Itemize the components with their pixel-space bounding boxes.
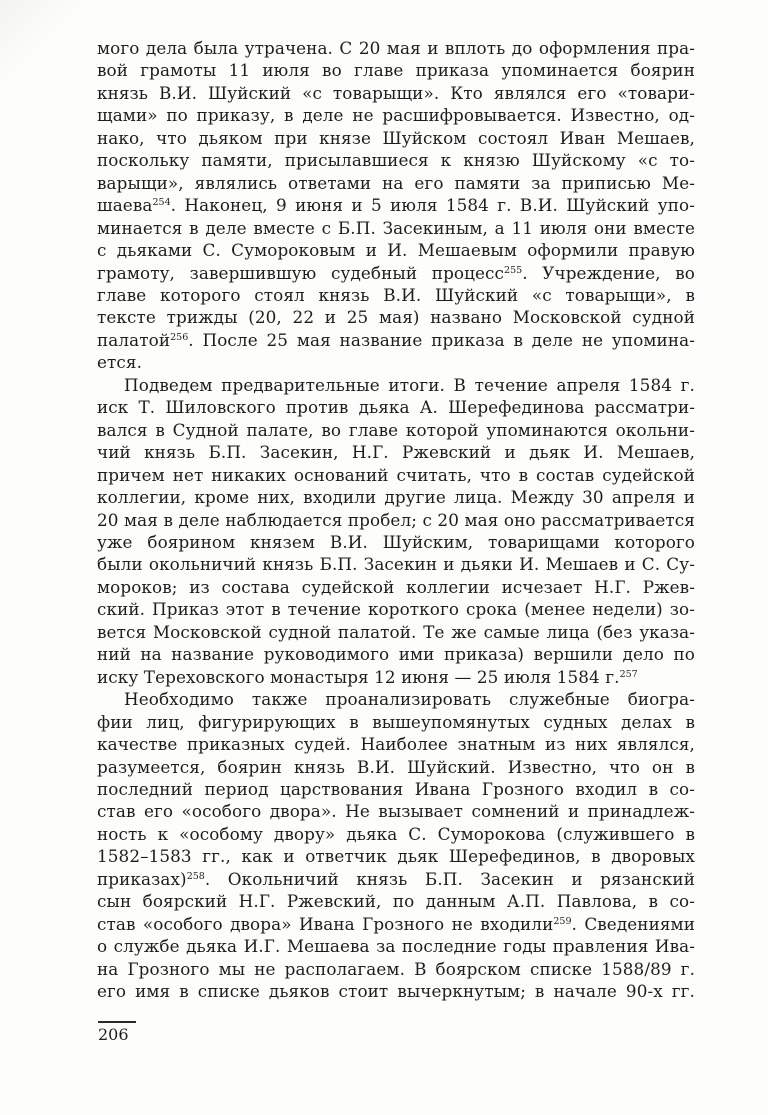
text-line: вется Московской судной палатой. Те же самые лица (без указа- [97, 621, 695, 642]
text-line: став его «особого двора». Не вызывает сомнений и принадлеж- [97, 801, 695, 822]
text-line: главе которого стоял князь В.И. Шуйский «с товарыщи», в [97, 284, 695, 305]
text-line: ется. [97, 352, 143, 373]
text-line: Подведем предварительные итоги. В течение апреля 1584 г. [124, 374, 695, 395]
text-line: разумеется, боярин князь В.И. Шуйский. Известно, что он в [97, 756, 695, 777]
text-line: вался в Судной палате, во главе которой упоминаются окольни- [97, 419, 695, 440]
text-line: приказах)$^{258}$. Окольничий князь Б.П. Засекин и рязанский [97, 868, 695, 889]
text-line: ский. Приказ этот в течение короткого срока (менее недели) зо- [97, 599, 695, 620]
text-line: тексте трижды (20, 22 и 25 мая) названо Московской судной [97, 307, 695, 328]
footnote-ref: 254 [152, 197, 171, 209]
text-line: щами» по приказу, в деле не расшифровывается. Известно, од- [97, 105, 695, 126]
text-line: чий князь Б.П. Засекин, Н.Г. Ржевский и дьяк И. Мешаев, [97, 442, 695, 463]
text-line: палатой$^{256}$. После 25 мая название приказа в деле не упомина- [97, 329, 695, 350]
text-line: были окольничий князь Б.П. Засекин и дьяки И. Мешаев и С. Су- [97, 554, 695, 575]
text-line: на Грозного мы не располагаем. В боярском списке 1588/89 г. [97, 958, 695, 979]
text-line: уже боярином князем В.И. Шуйским, товарищами которого [97, 531, 695, 552]
text-line: князь В.И. Шуйский «с товарыщи». Кто являлся его «товари- [97, 82, 695, 103]
footnote-ref: 256 [170, 331, 189, 343]
text-line: 1582–1583 гг., как и ответчик дьяк Шерефединов, в дворовых [97, 846, 695, 867]
text-line: о службе дьяка И.Г. Мешаева за последние годы правления Ива- [97, 936, 695, 957]
footnote-ref: 259 [553, 915, 572, 927]
text-line: мого дела была утрачена. С 20 мая и вплоть до оформления пра- [97, 38, 695, 58]
footnote-ref: 257 [619, 668, 638, 680]
footnote-ref: 258 [186, 870, 205, 882]
text-line: иск Т. Шиловского против дьяка А. Шерефединова рассматри- [97, 397, 695, 418]
text-line: став «особого двора» Ивана Грозного не входили$^{259}$. Сведениями [97, 913, 695, 934]
text-line: ность к «особому двору» дьяка С. Суморокова (служившего в [97, 823, 695, 844]
footer-rule [98, 1021, 136, 1023]
text-line: 20 мая в деле наблюдается пробел; с 20 мая оно рассматривается [97, 509, 695, 530]
text-line: нако, что дьяком при князе Шуйском состоял Иван Мешаев, [97, 127, 695, 148]
text-line: поскольку памяти, присылавшиеся к князю Шуйскому «с то- [97, 150, 695, 171]
text-line: ний на название руководимого ими приказа) вершили дело по [97, 644, 695, 665]
text-line: последний период царствования Ивана Грозного входил в со- [97, 778, 695, 799]
text-line: вой грамоты 11 июля во главе приказа упоминается боярин [97, 60, 695, 81]
text-line: фии лиц, фигурирующих в вышеупомянутых судных делах в [97, 711, 695, 732]
text-line: иску Тереховского монастыря 12 июня — 25 июля 1584 г.$^{257}$ [97, 666, 638, 687]
page-text [97, 37, 695, 1002]
text-line: сын боярский Н.Г. Ржевский, по данным А.П. Павлова, в со- [97, 891, 695, 912]
page-number: 206 [98, 1025, 129, 1044]
text-line: с дьяками С. Сумороковым и И. Мешаевым оформили правую [97, 240, 695, 261]
text-line: мороков; из состава судейской коллегии исчезает Н.Г. Ржев- [97, 576, 695, 597]
text-line: качестве приказных судей. Наиболее знатным из них являлся, [97, 734, 695, 755]
text-line: грамоту, завершившую судебный процесс$^{255}$. Учреждение, во [97, 262, 695, 283]
text-line: минается в деле вместе с Б.П. Засекиным, а 11 июля они вместе [97, 217, 695, 238]
text-line: Необходимо также проанализировать служебные биогра- [124, 689, 695, 710]
text-line: причем нет никаких оснований считать, что в состав судейской [97, 464, 695, 485]
text-line: варыщи», являлись ответами на его памяти за приписью Ме- [97, 172, 695, 193]
text-line: шаева$^{254}$. Наконец, 9 июня и 5 июля 1584 г. В.И. Шуйский упо- [97, 195, 695, 216]
footnote-ref: 255 [504, 264, 523, 276]
text-line: коллегии, кроме них, входили другие лица. Между 30 апреля и [97, 487, 695, 508]
text-line: его имя в списке дьяков стоит вычеркнутым; в начале 90-х гг. [97, 981, 695, 1002]
